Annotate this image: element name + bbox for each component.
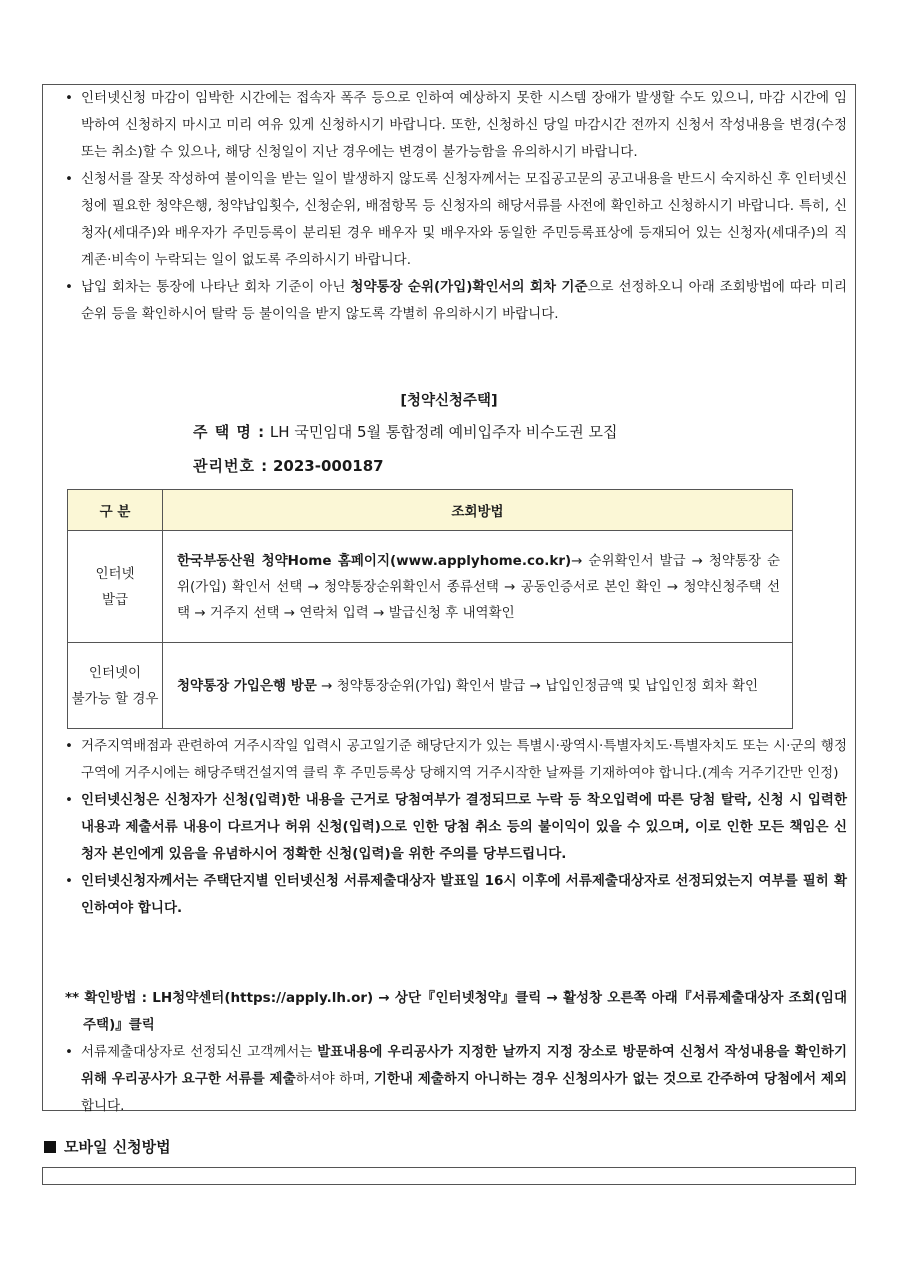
table-header-row — [68, 490, 793, 531]
bullet-item — [63, 787, 847, 868]
housing-name-line — [193, 421, 618, 442]
bullet-dot-icon: • — [65, 171, 73, 187]
text-segment: 한국부동산원 청약Home 홈페이지(www.applyhome.co.kr) — [177, 552, 572, 569]
square-bullet-icon — [44, 1141, 56, 1153]
text-segment: 인터넷신청 마감이 임박한 시간에는 접속자 폭주 등으로 인하여 예상하지 못한 시스템 장애가 발생할 수도 있으니, 마감 시간에 임박하여 신청하지 마시고 미리 여유 있게 신청하시기 바랍니다. 또한, 신청하신 당일 마감시간 전까지 신청서 작성내용을 변경(수정 또는 취소)할 수 있으나, 해당 신청일이 지난 경우에는 변경이 불가능함을 유의하시기 바랍니다. — [81, 90, 847, 160]
header-category: 구 분 — [68, 490, 163, 531]
text-segment: 서류제출대상자로 선정되신 고객께서는 — [81, 1044, 318, 1060]
text-segment: → 순위확인서 발급 → 청약통장 순위(가입) 확인서 선택 → 청약통장순위확인서 종류선택 → 공동인증서로 본인 확인 → 청약신청주택 선택 → 거주지 선택 → 연락처 입력 → 발급신청 후 내역확인 — [177, 552, 780, 621]
row-method — [163, 643, 793, 729]
mobile-section-heading — [44, 1136, 171, 1157]
row-method — [163, 531, 793, 643]
housing-id-value: 2023-000187 — [272, 457, 384, 475]
text-segment: 합니다. — [81, 1098, 125, 1114]
housing-heading: [청약신청주택] — [400, 393, 498, 409]
text-segment: 청약통장 순위(가입)확인서의 회차 기준 — [350, 279, 588, 295]
text-segment: 청약통장 가입은행 방문 — [177, 677, 317, 694]
header-method: 조회방법 — [163, 490, 793, 531]
text-segment: 거주지역배점과 관련하여 거주시작일 입력시 공고일기준 해당단지가 있는 특별시·광역시·특별자치도·특별자치도 또는 시·군의 행정구역에 거주시에는 해당주택건설지역 클릭 후 주민등록상 당해지역 거주시작한 날짜를 기재하여야 합니다.(계속 거주기간만 인정) — [81, 738, 847, 781]
table-row — [68, 531, 793, 643]
text-segment: 기한내 제출하지 아니하는 경우 신청의사가 없는 것으로 간주하여 당첨에서 제외 — [373, 1071, 847, 1087]
text-segment: 납입 회차는 통장에 나타난 회차 기준이 아닌 — [81, 279, 351, 295]
section-title: 모바일 신청방법 — [64, 1138, 171, 1156]
bullet-dot-icon: • — [65, 738, 73, 754]
text-segment: → 청약통장순위(가입) 확인서 발급 → 납입인정금액 및 납입인정 회차 확인 — [316, 677, 759, 694]
housing-id-label: 관리번호 : — [193, 457, 269, 475]
housing-name-label: 주 택 명 : — [193, 423, 266, 441]
bottom-bullet-list — [63, 733, 847, 922]
last-bullet-list — [63, 1039, 847, 1120]
text-segment: 인터넷신청자께서는 주택단지별 인터넷신청 서류제출대상자 발표일 16시 이후에 서류제출대상자로 선정되었는지 여부를 필히 확인하여야 합니다. — [81, 873, 847, 916]
row-category: 인터넷 발급 — [68, 531, 163, 643]
bullet-item — [63, 1039, 847, 1120]
bullet-dot-icon: • — [65, 873, 73, 889]
bullet-item — [63, 85, 847, 166]
housing-id-line — [193, 455, 384, 476]
mobile-section-box — [42, 1167, 856, 1185]
check-method-note: ** 확인방법 : LH청약센터(https://apply.lh.or) → 상단『인터넷청약』클릭 → 활성창 오른쪽 아래『서류제출대상자 조회(임대주택)』클릭 — [65, 990, 847, 1033]
bullet-dot-icon: • — [65, 792, 73, 808]
text-segment: 으로 선정하오니 아래 조회방법에 따라 미리 순위 등을 확인하시어 탈락 등 불이익을 받지 않도록 각별히 유의하시기 바랍니다. — [81, 279, 847, 322]
text-segment: 인터넷신청은 신청자가 신청(입력)한 내용을 근거로 당첨여부가 결정되므로 누락 등 착오입력에 따른 당첨 탈락, 신청 시 입력한 내용과 제출서류 내용이 다르거나 허위 신청(입력)으로 인한 당첨 취소 등의 불이익이 있을 수 있으며, 이로 인한 모든 책임은 신청자 본인에게 있음을 유념하시어 정확한 신청(입력)을 위한 주의를 당부드립니다. — [81, 792, 847, 862]
row-category: 인터넷이 불가능 할 경우 — [68, 643, 163, 729]
bullet-dot-icon: • — [65, 1044, 73, 1060]
top-bullet-list — [63, 85, 847, 328]
bullet-dot-icon: • — [65, 279, 73, 295]
lookup-method-table — [67, 489, 793, 729]
housing-name-value: LH 국민임대 5월 통합정례 예비입주자 비수도권 모집 — [269, 423, 618, 441]
bullet-item — [63, 733, 847, 787]
text-segment: 발표내용에 우리공사가 지정한 날까지 지정 장소로 방문하여 신청서 작성내용을 확인하기 위해 우리공사가 요구한 서류를 제출 — [81, 1044, 847, 1087]
text-segment: 하셔야 하며, — [295, 1071, 374, 1087]
text-segment: 신청서를 잘못 작성하여 불이익을 받는 일이 발생하지 않도록 신청자께서는 모집공고문의 공고내용을 반드시 숙지하신 후 인터넷신청에 필요한 청약은행, 청약납입횟수, 신청순위, 배점항목 등 신청자의 해당서류를 사전에 확인하고 신청하시기 바랍니다. 특히, 신청자(세대주)와 배우자가 주민등록이 분리된 경우 배우자 및 배우자와 동일한 주민등록표상에 등재되어 있는 신청자(세대주)의 직계존·비속이 누락되는 일이 없도록 주의하시기 바랍니다. — [81, 171, 847, 268]
notice-frame — [42, 84, 856, 1114]
bullet-item — [63, 166, 847, 274]
bullet-item — [63, 274, 847, 328]
bullet-dot-icon: • — [65, 90, 73, 106]
table-row — [68, 643, 793, 729]
bullet-item — [63, 868, 847, 922]
